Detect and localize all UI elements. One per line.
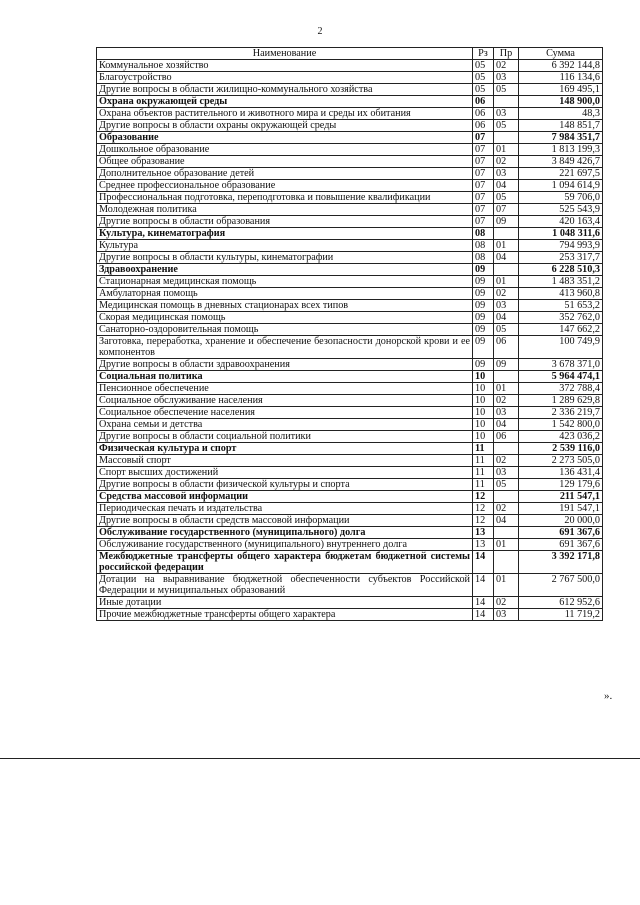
table-row	[97, 240, 603, 252]
cell-sum: 7 984 351,7	[519, 132, 603, 144]
cell-pr: 02	[494, 395, 519, 407]
cell-name: Другие вопросы в области жилищно-коммунального хозяйства	[97, 84, 473, 96]
cell-pr: 01	[494, 276, 519, 288]
cell-pr: 06	[494, 431, 519, 443]
table-row	[97, 515, 603, 527]
cell-sum: 11 719,2	[519, 609, 603, 621]
cell-pr: 01	[494, 539, 519, 551]
cell-rz: 09	[473, 276, 494, 288]
table-row	[97, 324, 603, 336]
cell-rz: 14	[473, 597, 494, 609]
cell-sum: 423 036,2	[519, 431, 603, 443]
cell-sum: 51 653,2	[519, 300, 603, 312]
cell-rz: 09	[473, 324, 494, 336]
section-row	[97, 371, 603, 383]
table-body	[97, 60, 603, 621]
cell-rz: 09	[473, 336, 494, 359]
cell-name: Пенсионное обеспечение	[97, 383, 473, 395]
cell-rz: 07	[473, 144, 494, 156]
cell-sum: 191 547,1	[519, 503, 603, 515]
cell-pr: 09	[494, 216, 519, 228]
cell-rz: 09	[473, 300, 494, 312]
cell-rz: 09	[473, 264, 494, 276]
cell-rz: 11	[473, 467, 494, 479]
cell-pr: 01	[494, 144, 519, 156]
cell-pr	[494, 491, 519, 503]
cell-name: Социальное обеспечение населения	[97, 407, 473, 419]
cell-sum: 221 697,5	[519, 168, 603, 180]
table-row	[97, 120, 603, 132]
cell-sum: 1 048 311,6	[519, 228, 603, 240]
section-row	[97, 228, 603, 240]
cell-name: Периодическая печать и издательства	[97, 503, 473, 515]
table-row	[97, 204, 603, 216]
cell-pr: 02	[494, 60, 519, 72]
cell-rz: 14	[473, 551, 494, 574]
table-row	[97, 383, 603, 395]
cell-pr	[494, 228, 519, 240]
cell-rz: 06	[473, 96, 494, 108]
cell-name: Другие вопросы в области охраны окружающей среды	[97, 120, 473, 132]
cell-name: Медицинская помощь в дневных стационарах всех типов	[97, 300, 473, 312]
cell-pr: 02	[494, 597, 519, 609]
section-row	[97, 443, 603, 455]
cell-pr: 04	[494, 180, 519, 192]
cell-name: Скорая медицинская помощь	[97, 312, 473, 324]
cell-name: Среднее профессиональное образование	[97, 180, 473, 192]
cell-rz: 14	[473, 609, 494, 621]
table-row	[97, 60, 603, 72]
cell-pr: 01	[494, 574, 519, 597]
cell-sum: 1 094 614,9	[519, 180, 603, 192]
cell-rz: 10	[473, 407, 494, 419]
cell-name: Другие вопросы в области культуры, кинематографии	[97, 252, 473, 264]
table-row	[97, 407, 603, 419]
cell-name: Заготовка, переработка, хранение и обеспечение безопасности донорской крови и ее компонентов	[97, 336, 473, 359]
cell-rz: 09	[473, 312, 494, 324]
cell-name: Другие вопросы в области здравоохранения	[97, 359, 473, 371]
cell-sum: 6 392 144,8	[519, 60, 603, 72]
cell-sum: 169 495,1	[519, 84, 603, 96]
cell-name: Охрана семьи и детства	[97, 419, 473, 431]
cell-rz: 07	[473, 168, 494, 180]
cell-pr: 02	[494, 503, 519, 515]
cell-name: Санаторно-оздоровительная помощь	[97, 324, 473, 336]
cell-rz: 07	[473, 132, 494, 144]
cell-pr: 02	[494, 455, 519, 467]
cell-rz: 07	[473, 180, 494, 192]
table-row	[97, 168, 603, 180]
cell-sum: 6 228 510,3	[519, 264, 603, 276]
table-row	[97, 156, 603, 168]
cell-rz: 11	[473, 455, 494, 467]
cell-sum: 2 539 116,0	[519, 443, 603, 455]
cell-name: Молодежная политика	[97, 204, 473, 216]
cell-pr: 05	[494, 192, 519, 204]
table-row	[97, 359, 603, 371]
cell-rz: 11	[473, 479, 494, 491]
cell-pr: 04	[494, 312, 519, 324]
section-row	[97, 527, 603, 539]
closing-quote-mark: ».	[604, 690, 613, 702]
cell-sum: 420 163,4	[519, 216, 603, 228]
cell-sum: 5 964 474,1	[519, 371, 603, 383]
cell-name: Культура, кинематография	[97, 228, 473, 240]
table-row	[97, 574, 603, 597]
table-row	[97, 144, 603, 156]
table-row	[97, 288, 603, 300]
cell-rz: 09	[473, 288, 494, 300]
cell-rz: 12	[473, 503, 494, 515]
cell-rz: 06	[473, 108, 494, 120]
budget-table	[96, 47, 603, 621]
table-row	[97, 192, 603, 204]
cell-sum: 3 849 426,7	[519, 156, 603, 168]
cell-rz: 08	[473, 228, 494, 240]
cell-name: Физическая культура и спорт	[97, 443, 473, 455]
table-row	[97, 597, 603, 609]
cell-pr	[494, 132, 519, 144]
cell-name: Дополнительное образование детей	[97, 168, 473, 180]
cell-sum: 352 762,0	[519, 312, 603, 324]
cell-sum: 148 851,7	[519, 120, 603, 132]
cell-rz: 07	[473, 216, 494, 228]
table-row	[97, 72, 603, 84]
table-row	[97, 455, 603, 467]
cell-name: Другие вопросы в области социальной политики	[97, 431, 473, 443]
cell-pr	[494, 371, 519, 383]
cell-rz: 10	[473, 371, 494, 383]
cell-pr: 04	[494, 419, 519, 431]
cell-pr: 03	[494, 609, 519, 621]
cell-pr: 03	[494, 300, 519, 312]
cell-rz: 06	[473, 120, 494, 132]
cell-sum: 2 336 219,7	[519, 407, 603, 419]
cell-name: Культура	[97, 240, 473, 252]
cell-sum: 413 960,8	[519, 288, 603, 300]
cell-sum: 148 900,0	[519, 96, 603, 108]
cell-name: Амбулаторная помощь	[97, 288, 473, 300]
cell-pr: 05	[494, 120, 519, 132]
cell-name: Дотации на выравнивание бюджетной обеспеченности субъектов Российской Федерации и муниципальных образований	[97, 574, 473, 597]
cell-sum: 794 993,9	[519, 240, 603, 252]
table-row	[97, 503, 603, 515]
section-row	[97, 551, 603, 574]
cell-sum: 211 547,1	[519, 491, 603, 503]
cell-rz: 08	[473, 240, 494, 252]
table-row	[97, 312, 603, 324]
cell-name: Стационарная медицинская помощь	[97, 276, 473, 288]
table-row	[97, 431, 603, 443]
cell-sum: 691 367,6	[519, 527, 603, 539]
cell-name: Дошкольное образование	[97, 144, 473, 156]
header-pr: Пр	[494, 48, 519, 60]
cell-rz: 12	[473, 515, 494, 527]
cell-sum: 1 813 199,3	[519, 144, 603, 156]
cell-sum: 3 678 371,0	[519, 359, 603, 371]
cell-name: Коммунальное хозяйство	[97, 60, 473, 72]
cell-rz: 11	[473, 443, 494, 455]
cell-name: Другие вопросы в области физической культуры и спорта	[97, 479, 473, 491]
table-row	[97, 539, 603, 551]
cell-rz: 13	[473, 527, 494, 539]
cell-sum: 525 543,9	[519, 204, 603, 216]
table-row	[97, 216, 603, 228]
cell-rz: 05	[473, 60, 494, 72]
table-row	[97, 300, 603, 312]
cell-rz: 07	[473, 192, 494, 204]
cell-name: Социальное обслуживание населения	[97, 395, 473, 407]
cell-name: Межбюджетные трансферты общего характера бюджетам бюджетной системы российской федерации	[97, 551, 473, 574]
cell-name: Иные дотации	[97, 597, 473, 609]
table-row	[97, 395, 603, 407]
cell-rz: 05	[473, 72, 494, 84]
cell-sum: 20 000,0	[519, 515, 603, 527]
table-row	[97, 467, 603, 479]
table-row	[97, 276, 603, 288]
cell-pr	[494, 96, 519, 108]
cell-name: Другие вопросы в области средств массовой информации	[97, 515, 473, 527]
cell-name: Благоустройство	[97, 72, 473, 84]
cell-pr: 03	[494, 72, 519, 84]
header-name: Наименование	[97, 48, 473, 60]
cell-sum: 253 317,7	[519, 252, 603, 264]
cell-sum: 48,3	[519, 108, 603, 120]
cell-sum: 691 367,6	[519, 539, 603, 551]
cell-rz: 10	[473, 395, 494, 407]
cell-name: Охрана окружающей среды	[97, 96, 473, 108]
cell-rz: 10	[473, 431, 494, 443]
cell-name: Социальная политика	[97, 371, 473, 383]
cell-pr: 03	[494, 168, 519, 180]
cell-sum: 372 788,4	[519, 383, 603, 395]
cell-sum: 3 392 171,8	[519, 551, 603, 574]
cell-name: Образование	[97, 132, 473, 144]
section-row	[97, 491, 603, 503]
cell-name: Охрана объектов растительного и животного мира и среды их обитания	[97, 108, 473, 120]
page-number: 2	[317, 26, 323, 37]
cell-sum: 2 767 500,0	[519, 574, 603, 597]
cell-sum: 612 952,6	[519, 597, 603, 609]
section-row	[97, 132, 603, 144]
cell-pr: 06	[494, 336, 519, 359]
cell-pr: 05	[494, 324, 519, 336]
table-row	[97, 108, 603, 120]
cell-pr: 09	[494, 359, 519, 371]
cell-sum: 116 134,6	[519, 72, 603, 84]
cell-rz: 09	[473, 359, 494, 371]
cell-pr: 03	[494, 467, 519, 479]
cell-name: Прочие межбюджетные трансферты общего характера	[97, 609, 473, 621]
cell-pr	[494, 443, 519, 455]
cell-name: Обслуживание государственного (муниципального) долга	[97, 527, 473, 539]
cell-sum: 100 749,9	[519, 336, 603, 359]
table-row	[97, 479, 603, 491]
cell-name: Обслуживание государственного (муниципального) внутреннего долга	[97, 539, 473, 551]
cell-name: Здравоохранение	[97, 264, 473, 276]
cell-rz: 10	[473, 419, 494, 431]
section-row	[97, 264, 603, 276]
cell-pr: 02	[494, 288, 519, 300]
cell-rz: 14	[473, 574, 494, 597]
cell-sum: 1 542 800,0	[519, 419, 603, 431]
cell-pr: 01	[494, 383, 519, 395]
table-header-row	[97, 48, 603, 60]
section-row	[97, 96, 603, 108]
cell-name: Общее образование	[97, 156, 473, 168]
cell-rz: 13	[473, 539, 494, 551]
cell-sum: 136 431,4	[519, 467, 603, 479]
header-sum: Сумма	[519, 48, 603, 60]
cell-sum: 147 662,2	[519, 324, 603, 336]
cell-rz: 12	[473, 491, 494, 503]
header-rz: Рз	[473, 48, 494, 60]
cell-pr: 04	[494, 515, 519, 527]
footer-rule	[0, 758, 640, 759]
table-row	[97, 609, 603, 621]
cell-rz: 07	[473, 204, 494, 216]
table-row	[97, 419, 603, 431]
table-row	[97, 252, 603, 264]
cell-sum: 1 483 351,2	[519, 276, 603, 288]
cell-sum: 1 289 629,8	[519, 395, 603, 407]
cell-pr	[494, 551, 519, 574]
cell-name: Массовый спорт	[97, 455, 473, 467]
cell-pr: 04	[494, 252, 519, 264]
cell-rz: 08	[473, 252, 494, 264]
cell-pr: 07	[494, 204, 519, 216]
cell-pr: 02	[494, 156, 519, 168]
cell-pr: 01	[494, 240, 519, 252]
cell-pr: 05	[494, 84, 519, 96]
cell-pr	[494, 527, 519, 539]
cell-pr: 03	[494, 108, 519, 120]
table-row	[97, 336, 603, 359]
table-row	[97, 84, 603, 96]
cell-name: Другие вопросы в области образования	[97, 216, 473, 228]
cell-rz: 07	[473, 156, 494, 168]
cell-pr	[494, 264, 519, 276]
cell-sum: 59 706,0	[519, 192, 603, 204]
cell-pr: 03	[494, 407, 519, 419]
cell-name: Средства массовой информации	[97, 491, 473, 503]
cell-sum: 129 179,6	[519, 479, 603, 491]
cell-rz: 10	[473, 383, 494, 395]
cell-name: Спорт высших достижений	[97, 467, 473, 479]
cell-pr: 05	[494, 479, 519, 491]
table-row	[97, 180, 603, 192]
cell-name: Профессиональная подготовка, переподготовка и повышение квалификации	[97, 192, 473, 204]
cell-sum: 2 273 505,0	[519, 455, 603, 467]
cell-rz: 05	[473, 84, 494, 96]
